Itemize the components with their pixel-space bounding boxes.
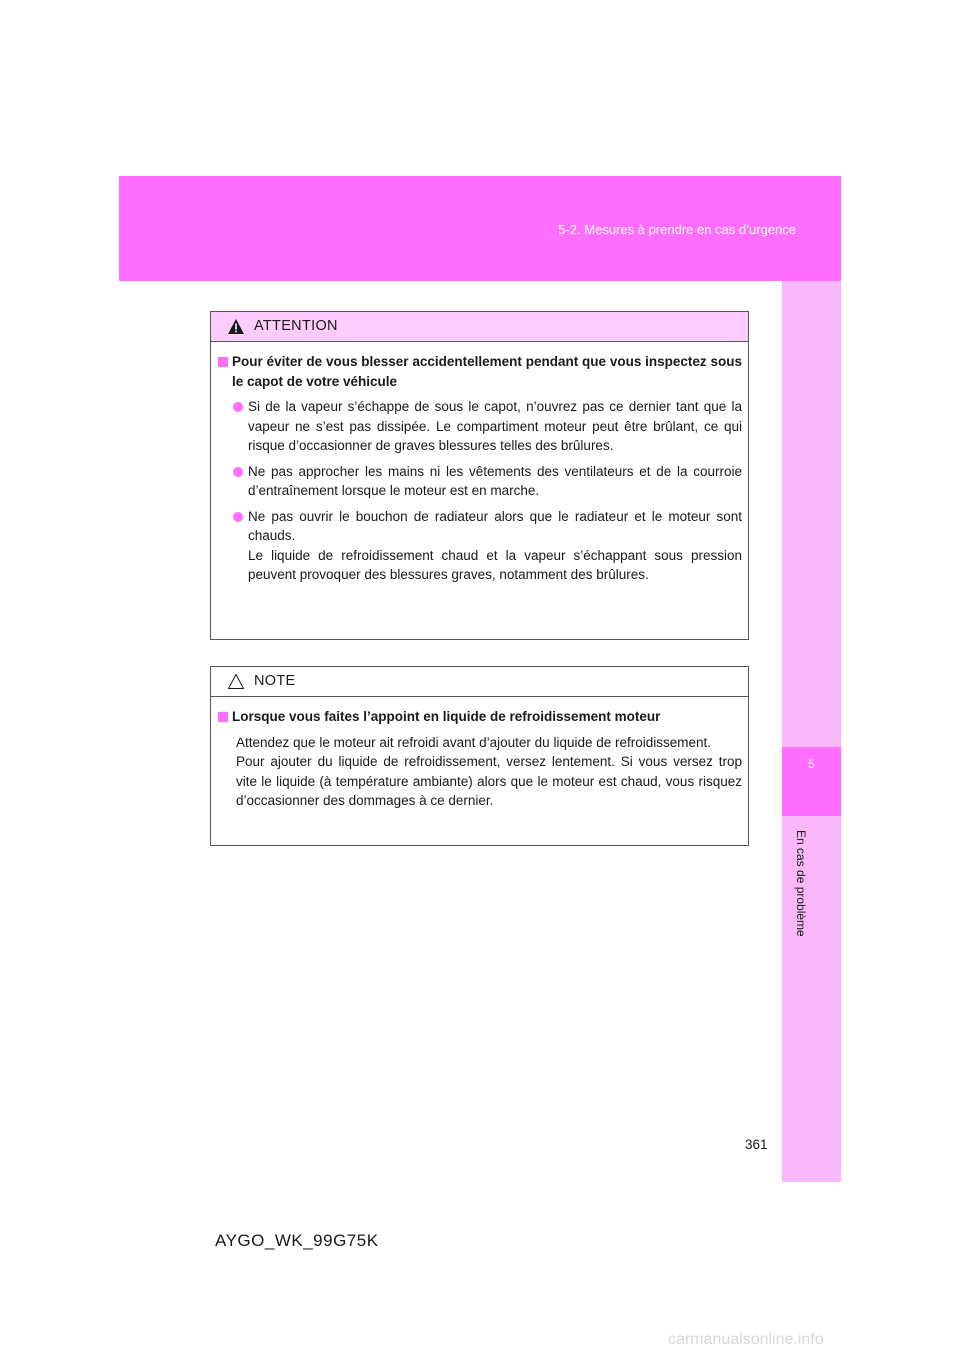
- watermark: carmanualsonline.info: [668, 1331, 824, 1348]
- note-paragraph: Attendez que le moteur ait refroidi avant d’ajouter du liquide de refroidissement. Pour ajouter du liquide de refroidissement, versez lentement. Si vous versez trop vite le liquide (à température ambiante) alors que le moteur est chaud, vous risquez d’occasionner des dommages à ce dernier.: [236, 734, 742, 808]
- warning-outline-icon: [227, 673, 245, 690]
- warning-filled-icon: [227, 318, 245, 335]
- round-bullet-icon: [233, 402, 243, 412]
- note-heading: Lorsque vous faites l’appoint en liquide de refroidissement moteur: [217, 707, 742, 727]
- bullet-line: Le liquide de refroidissement chaud et la vapeur s’échappant sous pression peuvent provoquer des blessures graves, notamment des brûlures.: [248, 547, 742, 582]
- bullet-line: Ne pas ouvrir le bouchon de radiateur alors que le radiateur et le moteur sont chauds.: [248, 508, 742, 543]
- note-label: NOTE: [254, 673, 296, 689]
- document-id: AYGO_WK_99G75K: [215, 1231, 379, 1250]
- header-band: [119, 176, 841, 281]
- attention-label: ATTENTION: [254, 318, 338, 334]
- chapter-number: 5: [808, 757, 815, 771]
- note-header: [211, 667, 748, 697]
- attention-heading: Pour éviter de vous blesser accidentellement pendant que vous inspectez sous le capot de votre véhicule: [217, 352, 742, 391]
- chapter-side-tab[interactable]: [782, 281, 841, 1182]
- list-item: Ne pas approcher les mains ni les vêtements des ventilateurs et de la courroie d’entraînement lorsque le moteur est en marche.: [217, 462, 742, 501]
- attention-header: [211, 312, 748, 342]
- chapter-title: En cas de problème: [794, 830, 808, 937]
- section-title: 5-2. Mesures à prendre en cas d’urgence: [558, 222, 796, 237]
- page-number: 361: [745, 1137, 768, 1152]
- attention-box: [210, 311, 749, 640]
- chapter-number-box: [782, 747, 841, 816]
- square-bullet-icon: [218, 712, 228, 722]
- square-bullet-icon: [218, 357, 228, 367]
- list-item: [217, 507, 742, 585]
- list-item: Si de la vapeur s’échappe de sous le capot, n’ouvrez pas ce dernier tant que la vapeur ne s’est pas dissipée. Le compartiment moteur peut être brûlant, ce qui risque d’occasionner de graves blessures telles des brûlures.: [217, 397, 742, 456]
- note-box: [210, 666, 749, 846]
- round-bullet-icon: [233, 512, 243, 522]
- round-bullet-icon: [233, 467, 243, 477]
